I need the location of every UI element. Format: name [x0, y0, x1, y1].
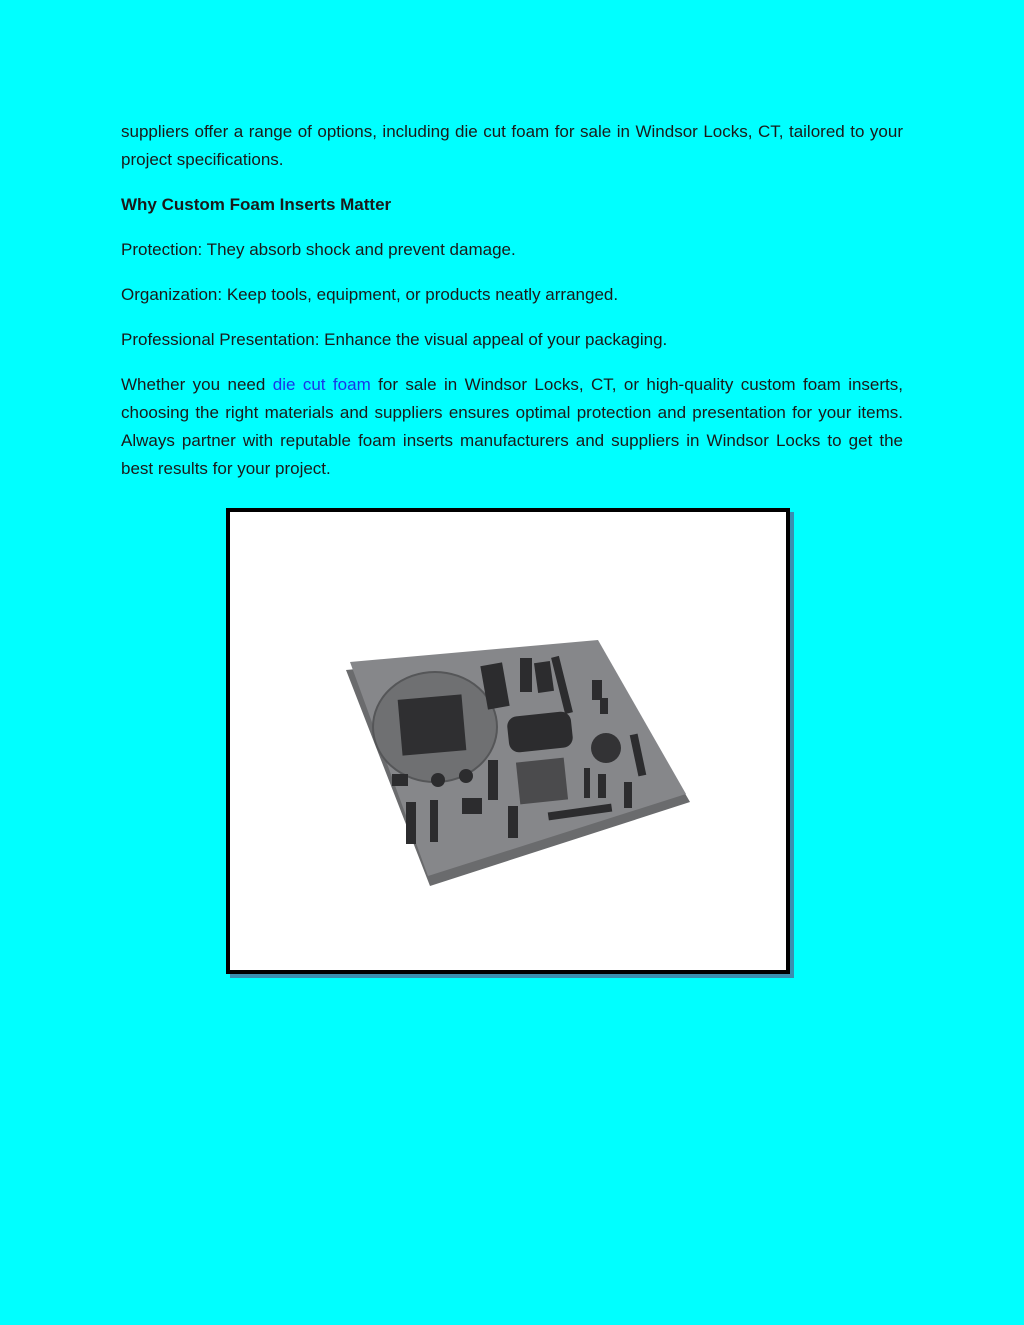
small-cavity [392, 774, 408, 786]
closing-text-after-link: for sale in Windsor Locks, CT, or high-quality custom foam inserts, choosing the right materials and suppliers ensures optimal protection and presentation for your items. Always partner with reputable foam inserts manufacturers and suppliers in Windsor Locks to get the best results for your project. [121, 375, 903, 478]
small-cavity [600, 698, 608, 714]
connector-cavity [508, 806, 518, 838]
die-cut-foam-link[interactable]: die cut foam [272, 375, 371, 394]
bullet-protection: Protection: They absorb shock and prevent damage. [121, 240, 516, 259]
small-cavity [462, 798, 482, 814]
bullet-presentation: Professional Presentation: Enhance the visual appeal of your packaging. [121, 330, 668, 349]
connector-cavity [406, 802, 416, 844]
round-cavity [459, 769, 473, 783]
connector-cavity [488, 760, 498, 800]
small-cavity [598, 774, 606, 798]
slot-cavity [520, 658, 532, 692]
small-cavity [584, 768, 590, 798]
closing-text-before-link: Whether you need [121, 375, 273, 394]
intro-paragraph: suppliers offer a range of options, including die cut foam for sale in Windsor Locks, CT, tailored to your project specifications. [121, 122, 903, 169]
small-cavity [624, 782, 632, 808]
closing-paragraph [121, 371, 903, 483]
document-body [121, 118, 903, 500]
square-cavity [398, 694, 467, 755]
bullet-organization: Organization: Keep tools, equipment, or products neatly arranged. [121, 285, 619, 304]
connector-cavity [430, 800, 438, 842]
small-cavity [592, 680, 602, 700]
foam-insert-photo [230, 512, 786, 970]
rounded-cavity [506, 711, 573, 753]
round-cavity [591, 733, 621, 763]
section-heading: Why Custom Foam Inserts Matter [121, 195, 392, 214]
round-cavity [431, 773, 445, 787]
foam-insert-photo-frame [226, 508, 790, 974]
center-cavity [516, 758, 568, 805]
